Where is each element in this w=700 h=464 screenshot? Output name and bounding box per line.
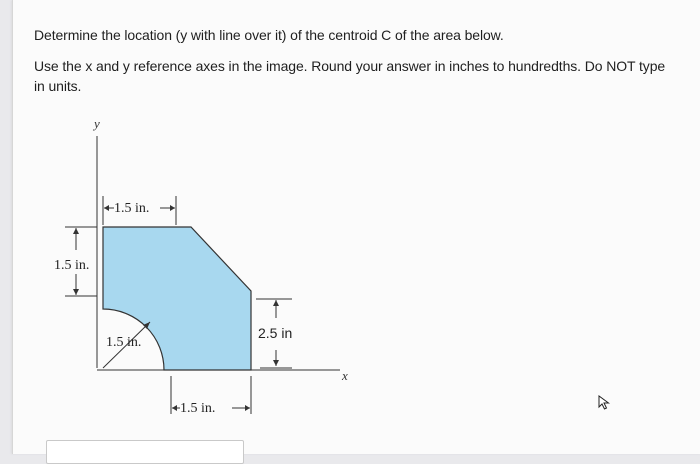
y-axis-label: y xyxy=(94,116,100,131)
dim-bottom-width-label: 1.5 in. xyxy=(180,401,216,416)
dim-arc-radius-label: 1.5 in. xyxy=(106,335,142,350)
dim-right-height-label: 2.5 in xyxy=(258,325,293,341)
question-text-1: Determine the location (y with line over it) of the centroid C of the area below. xyxy=(34,27,504,43)
arrowhead xyxy=(273,300,279,306)
arrowhead xyxy=(170,205,175,211)
mouse-pointer-icon xyxy=(598,395,612,411)
dim-left-height-label: 1.5 in. xyxy=(54,258,90,273)
answer-input[interactable] xyxy=(46,440,244,464)
arrowhead xyxy=(73,289,79,295)
arrowhead xyxy=(273,360,279,366)
arrowhead xyxy=(172,405,177,411)
x-axis-label: x xyxy=(342,368,348,383)
arrowhead xyxy=(104,205,109,211)
dim-top-width-label: 1.5 in. xyxy=(114,201,150,216)
arrowhead xyxy=(245,405,250,411)
arrowhead xyxy=(73,228,79,234)
question-text-2: Use the x and y reference axes in the image. Round your answer in inches to hundredths. Do NOT type in units. xyxy=(34,58,666,94)
